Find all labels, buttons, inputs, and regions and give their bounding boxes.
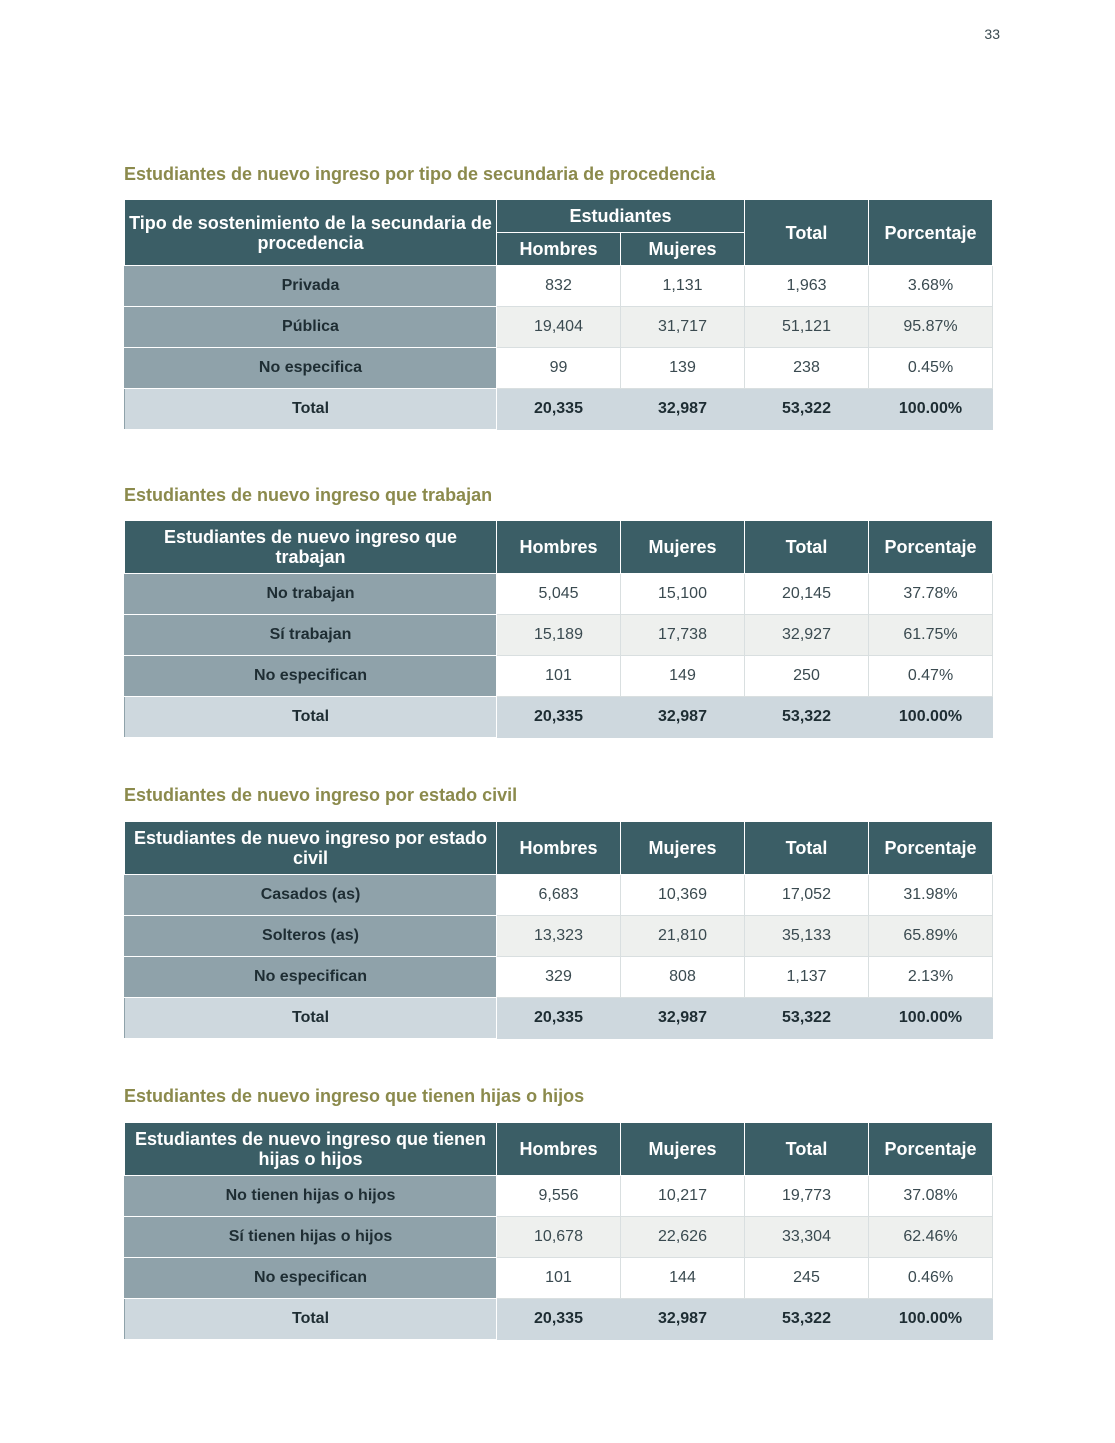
table-row xyxy=(125,957,993,998)
header-hombres: Hombres xyxy=(497,521,621,574)
cell-hombres: 832 xyxy=(497,266,621,307)
header-porcentaje: Porcentaje xyxy=(869,1123,993,1176)
header-group-estudiantes: Estudiantes xyxy=(497,200,745,233)
total-label: Total xyxy=(125,1299,497,1340)
total-porcentaje: 100.00% xyxy=(869,697,993,738)
total-mujeres: 32,987 xyxy=(621,998,745,1039)
total-porcentaje: 100.00% xyxy=(869,1299,993,1340)
total-total: 53,322 xyxy=(745,697,869,738)
cell-hombres: 6,683 xyxy=(497,875,621,916)
header-porcentaje: Porcentaje xyxy=(869,200,993,266)
header-hombres: Hombres xyxy=(497,822,621,875)
header-hombres: Hombres xyxy=(497,1123,621,1176)
section-title: Estudiantes de nuevo ingreso que trabajan xyxy=(124,485,493,505)
total-hombres: 20,335 xyxy=(497,998,621,1039)
row-label: No especifican xyxy=(125,1258,497,1299)
cell-mujeres: 22,626 xyxy=(621,1217,745,1258)
total-total: 53,322 xyxy=(745,1299,869,1340)
cell-hombres: 13,323 xyxy=(497,916,621,957)
header-total: Total xyxy=(745,200,869,266)
section-title: Estudiantes de nuevo ingreso que tienen hijas o hijos xyxy=(124,1086,585,1106)
cell-porcentaje: 37.08% xyxy=(869,1176,993,1217)
cell-total: 1,963 xyxy=(745,266,869,307)
cell-porcentaje: 62.46% xyxy=(869,1217,993,1258)
header-mujeres: Mujeres xyxy=(621,822,745,875)
table-row xyxy=(125,348,993,389)
row-label: No especifican xyxy=(125,656,497,697)
row-label: No trabajan xyxy=(125,574,497,615)
header-porcentaje: Porcentaje xyxy=(869,822,993,875)
table-hijos xyxy=(124,1122,993,1340)
header-total: Total xyxy=(745,521,869,574)
header-total: Total xyxy=(745,822,869,875)
cell-mujeres: 10,369 xyxy=(621,875,745,916)
cell-total: 19,773 xyxy=(745,1176,869,1217)
section-title: Estudiantes de nuevo ingreso por tipo de secundaria de procedencia xyxy=(124,164,716,184)
cell-total: 35,133 xyxy=(745,916,869,957)
cell-mujeres: 17,738 xyxy=(621,615,745,656)
cell-hombres: 10,678 xyxy=(497,1217,621,1258)
header-row-label: Tipo de sostenimiento de la secundaria de procedencia xyxy=(125,200,497,266)
cell-total: 250 xyxy=(745,656,869,697)
table-row xyxy=(125,656,993,697)
header-mujeres: Mujeres xyxy=(621,233,745,266)
total-hombres: 20,335 xyxy=(497,697,621,738)
table-section-secundaria xyxy=(124,161,992,430)
cell-hombres: 101 xyxy=(497,1258,621,1299)
header-row-label: Estudiantes de nuevo ingreso que trabajan xyxy=(125,521,497,574)
table-secundaria xyxy=(124,199,993,430)
header-mujeres: Mujeres xyxy=(621,521,745,574)
row-label: Solteros (as) xyxy=(125,916,497,957)
total-row xyxy=(125,998,993,1039)
total-row xyxy=(125,389,993,430)
table-section-trabajan xyxy=(124,482,992,738)
total-mujeres: 32,987 xyxy=(621,697,745,738)
cell-hombres: 19,404 xyxy=(497,307,621,348)
cell-hombres: 5,045 xyxy=(497,574,621,615)
header-mujeres: Mujeres xyxy=(621,1123,745,1176)
row-label: Pública xyxy=(125,307,497,348)
cell-mujeres: 144 xyxy=(621,1258,745,1299)
cell-porcentaje: 61.75% xyxy=(869,615,993,656)
cell-porcentaje: 2.13% xyxy=(869,957,993,998)
cell-mujeres: 808 xyxy=(621,957,745,998)
row-label: Privada xyxy=(125,266,497,307)
cell-total: 17,052 xyxy=(745,875,869,916)
table-row xyxy=(125,1176,993,1217)
row-label: No especifica xyxy=(125,348,497,389)
cell-total: 20,145 xyxy=(745,574,869,615)
cell-hombres: 329 xyxy=(497,957,621,998)
table-row xyxy=(125,1217,993,1258)
total-hombres: 20,335 xyxy=(497,1299,621,1340)
cell-porcentaje: 37.78% xyxy=(869,574,993,615)
table-row xyxy=(125,266,993,307)
row-label: Casados (as) xyxy=(125,875,497,916)
table-row xyxy=(125,875,993,916)
cell-mujeres: 10,217 xyxy=(621,1176,745,1217)
cell-porcentaje: 65.89% xyxy=(869,916,993,957)
table-estado-civil xyxy=(124,821,993,1039)
cell-hombres: 15,189 xyxy=(497,615,621,656)
cell-porcentaje: 95.87% xyxy=(869,307,993,348)
total-label: Total xyxy=(125,998,497,1039)
table-row xyxy=(125,307,993,348)
cell-mujeres: 21,810 xyxy=(621,916,745,957)
table-row xyxy=(125,615,993,656)
total-label: Total xyxy=(125,697,497,738)
cell-porcentaje: 0.45% xyxy=(869,348,993,389)
table-section-estado-civil xyxy=(124,782,992,1039)
cell-mujeres: 1,131 xyxy=(621,266,745,307)
total-label: Total xyxy=(125,389,497,430)
total-row xyxy=(125,697,993,738)
total-porcentaje: 100.00% xyxy=(869,389,993,430)
cell-total: 1,137 xyxy=(745,957,869,998)
cell-total: 51,121 xyxy=(745,307,869,348)
cell-mujeres: 15,100 xyxy=(621,574,745,615)
cell-total: 245 xyxy=(745,1258,869,1299)
row-label: No tienen hijas o hijos xyxy=(125,1176,497,1217)
total-porcentaje: 100.00% xyxy=(869,998,993,1039)
cell-total: 32,927 xyxy=(745,615,869,656)
total-row xyxy=(125,1299,993,1340)
cell-mujeres: 149 xyxy=(621,656,745,697)
table-section-hijos xyxy=(124,1083,992,1340)
table-row xyxy=(125,1258,993,1299)
cell-porcentaje: 3.68% xyxy=(869,266,993,307)
row-label: Sí trabajan xyxy=(125,615,497,656)
table-row xyxy=(125,574,993,615)
cell-hombres: 101 xyxy=(497,656,621,697)
table-row xyxy=(125,916,993,957)
total-total: 53,322 xyxy=(745,998,869,1039)
header-row-label: Estudiantes de nuevo ingreso que tienen hijas o hijos xyxy=(125,1123,497,1176)
row-label: No especifican xyxy=(125,957,497,998)
cell-porcentaje: 0.47% xyxy=(869,656,993,697)
cell-mujeres: 31,717 xyxy=(621,307,745,348)
header-total: Total xyxy=(745,1123,869,1176)
total-mujeres: 32,987 xyxy=(621,389,745,430)
cell-total: 33,304 xyxy=(745,1217,869,1258)
cell-total: 238 xyxy=(745,348,869,389)
cell-hombres: 99 xyxy=(497,348,621,389)
page-number: 33 xyxy=(984,26,1000,42)
total-hombres: 20,335 xyxy=(497,389,621,430)
cell-hombres: 9,556 xyxy=(497,1176,621,1217)
cell-porcentaje: 31.98% xyxy=(869,875,993,916)
header-porcentaje: Porcentaje xyxy=(869,521,993,574)
section-title: Estudiantes de nuevo ingreso por estado civil xyxy=(124,785,518,805)
header-row-label: Estudiantes de nuevo ingreso por estado civil xyxy=(125,822,497,875)
total-mujeres: 32,987 xyxy=(621,1299,745,1340)
cell-porcentaje: 0.46% xyxy=(869,1258,993,1299)
row-label: Sí tienen hijas o hijos xyxy=(125,1217,497,1258)
header-hombres: Hombres xyxy=(497,233,621,266)
total-total: 53,322 xyxy=(745,389,869,430)
cell-mujeres: 139 xyxy=(621,348,745,389)
table-trabajan xyxy=(124,520,993,738)
